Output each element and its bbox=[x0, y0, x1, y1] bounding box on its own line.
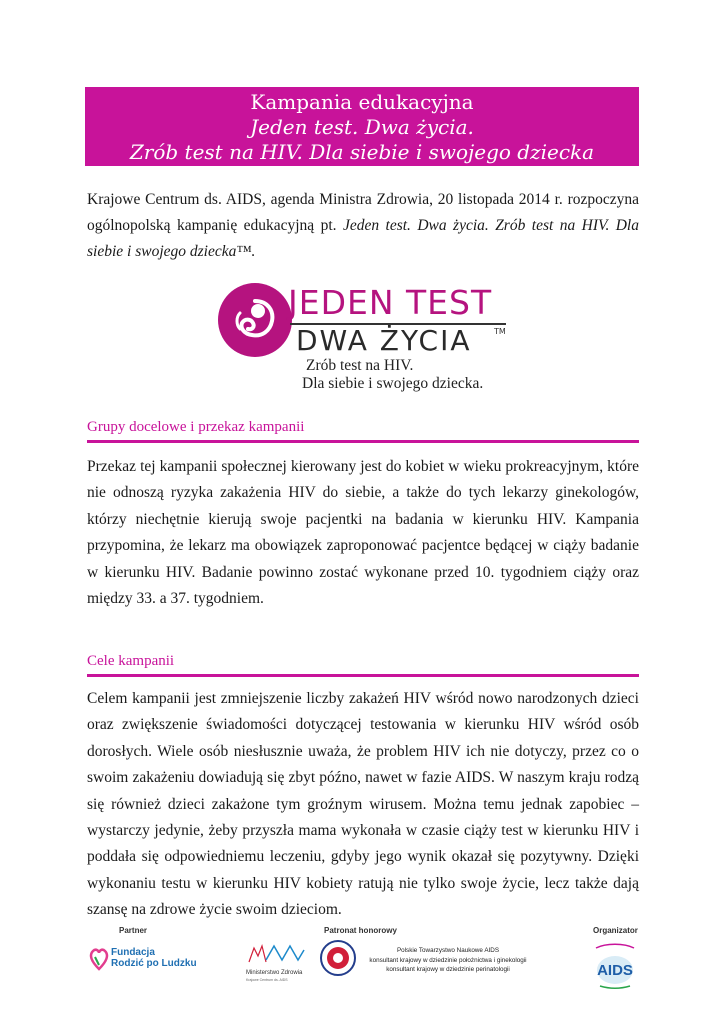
patronage-item: konsultant krajowy w dziedzinie perinatologii bbox=[386, 966, 510, 973]
logo-title-bottom: DWA ŻYCIA bbox=[296, 324, 472, 357]
campaign-banner bbox=[85, 87, 639, 166]
intro-paragraph bbox=[87, 187, 639, 265]
partner-name-line2: Rodzić po Ludzku bbox=[111, 958, 197, 969]
banner-title: Kampania edukacyjna bbox=[250, 90, 474, 114]
section-body-target-groups: Przekaz tej kampanii społecznej kierowany jest do kobiet w wieku prokreacyjnym, które nie odnoszą ryzyka zakażenia HIV do siebie, a także do tych lekarzy ginekologów, którzy niechętnie kierują swoje pacjentki na badania w kierunku HIV. Kampania przypomina, że lekarz ma obowiązek zaproponować pacjentce będącej w ciąży badanie w kierunku HIV. Badanie powinno zostać wykonane przed 10. tygodniem ciąży oraz między 33. a 37. tygodniem. bbox=[87, 458, 639, 608]
footer-sponsors bbox=[0, 920, 725, 1024]
patronage-item: Polskie Towarzystwo Naukowe AIDS bbox=[396, 947, 500, 954]
ministry-subtitle: Krajowe Centrum ds. AIDS bbox=[246, 978, 288, 982]
organizer-logo bbox=[590, 942, 640, 990]
logo-subtitle-line2: Dla siebie i swojego dziecka. bbox=[302, 375, 484, 392]
partner-logo bbox=[89, 945, 197, 975]
eagle-icon bbox=[246, 942, 308, 968]
logo-title-top: JEDEN TEST bbox=[288, 283, 493, 322]
organizer-label: Organizator bbox=[593, 926, 638, 935]
section-heading-goals: Cele kampanii bbox=[87, 653, 175, 669]
section-divider bbox=[87, 440, 639, 443]
banner-subtitle: Jeden test. Dwa życia. bbox=[250, 115, 474, 139]
partner-label: Partner bbox=[119, 926, 148, 935]
campaign-logo bbox=[218, 283, 518, 403]
section-body-goals: Celem kampanii jest zmniejszenie liczby zakażeń HIV wśród nowo narodzonych dzieci oraz zwiększenie świadomości dotyczącej testowania w kierunku HIV wśród osób dorosłych. Wiele osób niesłusznie uważa, że problem HIV ich nie dotyczy, przez co o swoim zakażeniu dowiadują się zbyt późno, nawet w fazie AIDS. W naszym kraju rodzą się również dzieci zakażone tym groźnym wirusem. Można temu jednak zapobiec – wystarczy jedynie, żeby przyszła mama wykonała w czasie ciąży test w kierunku HIV i poddała się odpowiedniemu leczeniu, gdyby jego wynik okazał się pozytywny. Dzięki wykonaniu testu w kierunku HIV kobiety ratują nie tylko swoje życie, lecz także dają szansę na zdrowe życie swoim dzieciom. bbox=[87, 690, 639, 919]
patronage-label: Patronat honorowy bbox=[324, 926, 397, 935]
heart-icon bbox=[89, 945, 109, 971]
section-heading-target-groups: Grupy docelowe i przekaz kampanii bbox=[87, 419, 305, 435]
ptn-seal-icon bbox=[320, 940, 356, 976]
banner-slogan: Zrób test na HIV. Dla siebie i swojego dziecka bbox=[129, 140, 595, 164]
logo-trademark: TM bbox=[494, 327, 506, 336]
fetus-icon bbox=[218, 283, 292, 357]
patronage-list bbox=[368, 946, 528, 975]
partner-name-line1: Fundacja bbox=[111, 947, 155, 958]
logo-subtitle-line1: Zrób test na HIV. bbox=[306, 357, 414, 374]
intro-text: Krajowe Centrum ds. AIDS, agenda Ministra Zdrowia, 20 listopada 2014 r. rozpoczyna ogólnopolską kampanię edukacyjną pt. bbox=[87, 191, 639, 234]
patronage-item: konsultant krajowy w dziedzinie położnictwa i ginekologii bbox=[369, 956, 527, 964]
ministry-logo bbox=[246, 942, 308, 990]
organizer-logo-text: AIDS bbox=[597, 962, 633, 979]
intro-campaign-name: Jeden test. Dwa życia. Zrób test na HIV. Dla siebie i swojego dziecka™. bbox=[87, 217, 639, 260]
section-divider bbox=[87, 674, 639, 677]
ministry-name: Ministerstwo Zdrowia bbox=[246, 970, 303, 976]
